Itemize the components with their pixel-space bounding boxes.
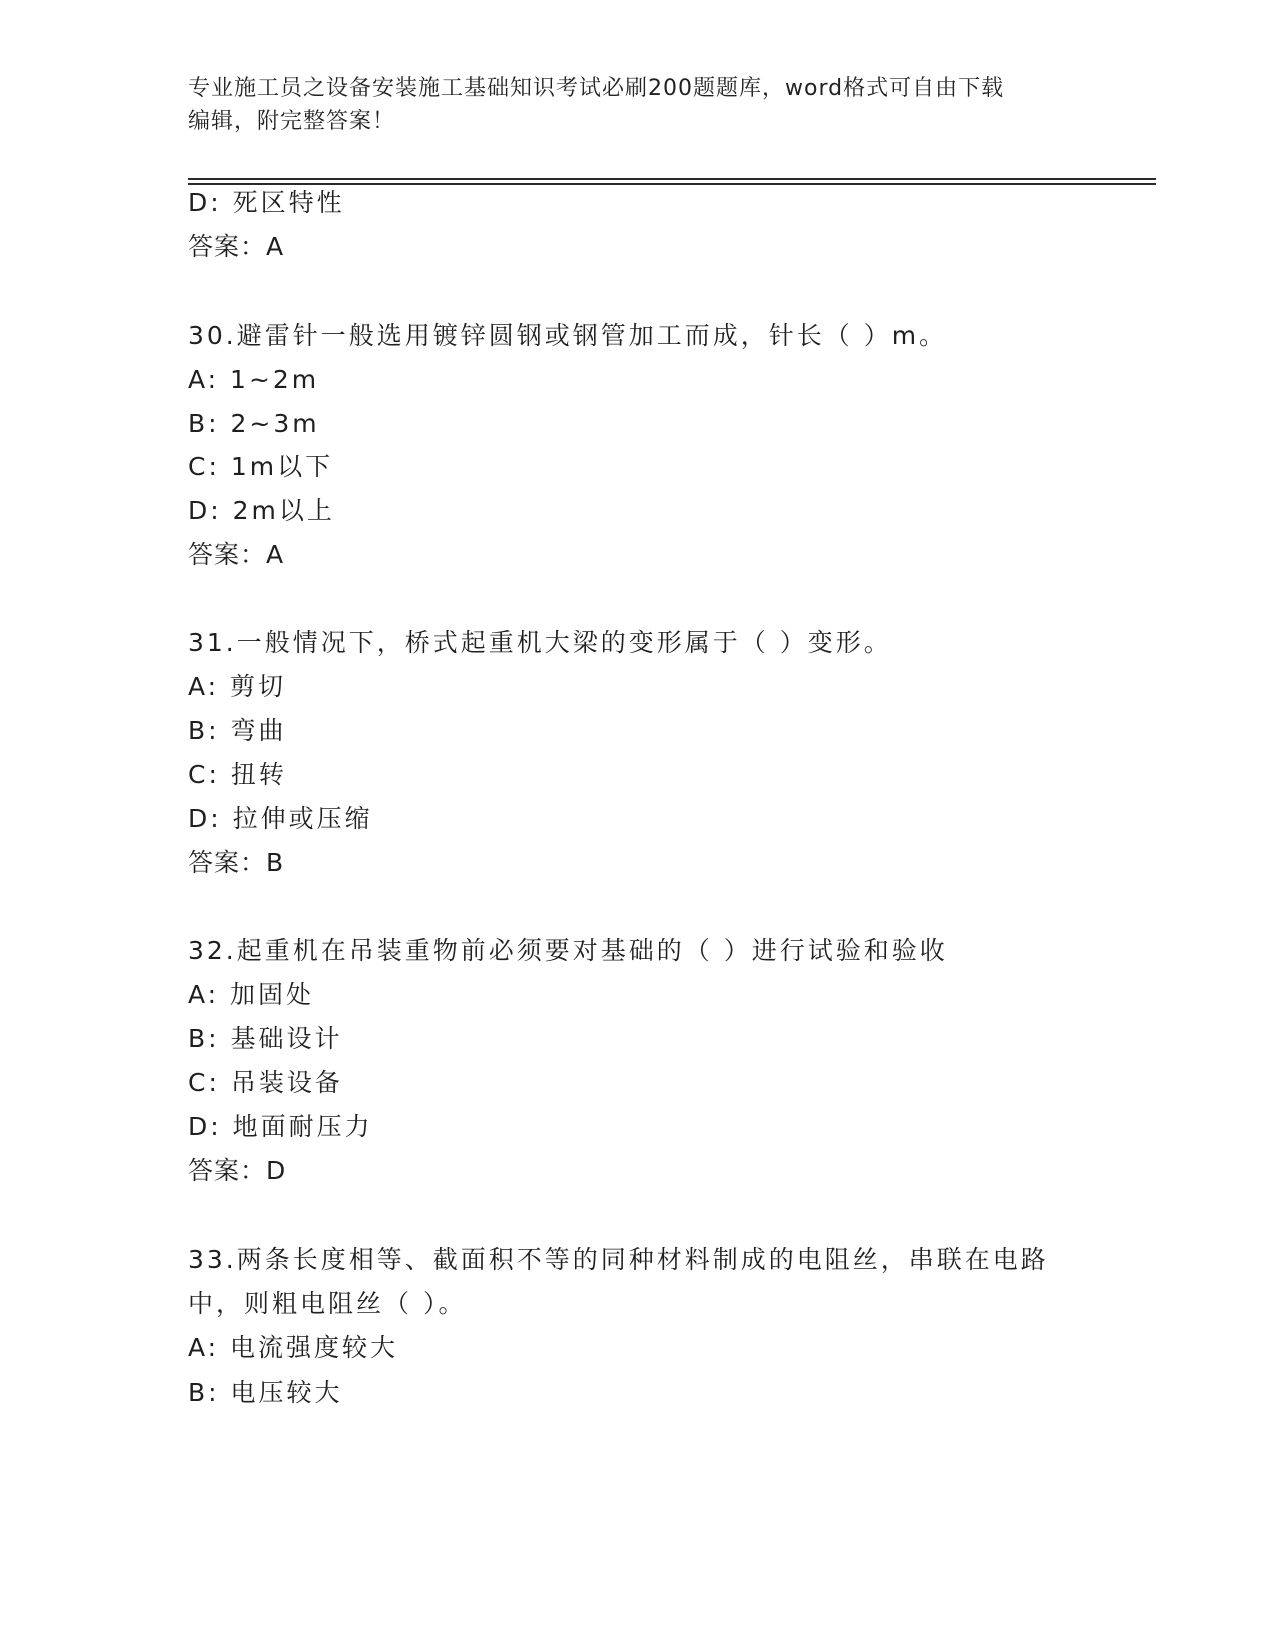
question-33-stem-line-1: 33.两条长度相等、截面积不等的同种材料制成的电阻丝，串联在电路 bbox=[188, 1245, 1049, 1274]
question-32-stem: 32.起重机在吊装重物前必须要对基础的（ ）进行试验和验收 bbox=[188, 936, 948, 965]
question-31-option-a: A: 剪切 bbox=[188, 672, 287, 701]
question-30-stem: 30.避雷针一般选用镀锌圆钢或钢管加工而成，针长（ ）m。 bbox=[188, 321, 948, 350]
document-header bbox=[188, 72, 1088, 138]
question-31-option-c: C: 扭转 bbox=[188, 760, 287, 789]
question-32-option-b: B: 基础设计 bbox=[188, 1024, 343, 1053]
header-divider-bottom bbox=[188, 183, 1156, 185]
header-line-2: 编辑，附完整答案！ bbox=[188, 109, 396, 134]
question-32-option-c: C: 吊装设备 bbox=[188, 1068, 343, 1097]
question-31-stem: 31.一般情况下，桥式起重机大梁的变形属于（ ）变形。 bbox=[188, 628, 892, 657]
question-33-stem-line-2: 中，则粗电阻丝（ ）。 bbox=[188, 1289, 467, 1318]
question-30-option-b: B: 2~3m bbox=[188, 409, 320, 438]
question-30-option-d: D: 2m以上 bbox=[188, 496, 335, 525]
question-33-option-a: A: 电流强度较大 bbox=[188, 1333, 399, 1362]
question-31-answer: 答案：B bbox=[188, 848, 285, 877]
header-divider-top bbox=[188, 178, 1156, 180]
question-31-option-d: D: 拉伸或压缩 bbox=[188, 804, 373, 833]
option-d-prev: D: 死区特性 bbox=[188, 188, 345, 217]
question-30-answer: 答案：A bbox=[188, 540, 285, 569]
header-line-1: 专业施工员之设备安装施工基础知识考试必刷200题题库，word格式可自由下载 bbox=[188, 76, 1005, 101]
answer-prev: 答案：A bbox=[188, 232, 285, 261]
question-32-answer: 答案：D bbox=[188, 1156, 287, 1185]
question-32-option-a: A: 加固处 bbox=[188, 980, 315, 1009]
question-33-option-b: B: 电压较大 bbox=[188, 1378, 343, 1407]
question-30-option-c: C: 1m以下 bbox=[188, 452, 334, 481]
question-30-option-a: A: 1~2m bbox=[188, 365, 320, 394]
question-31-option-b: B: 弯曲 bbox=[188, 716, 287, 745]
question-32-option-d: D: 地面耐压力 bbox=[188, 1112, 373, 1141]
